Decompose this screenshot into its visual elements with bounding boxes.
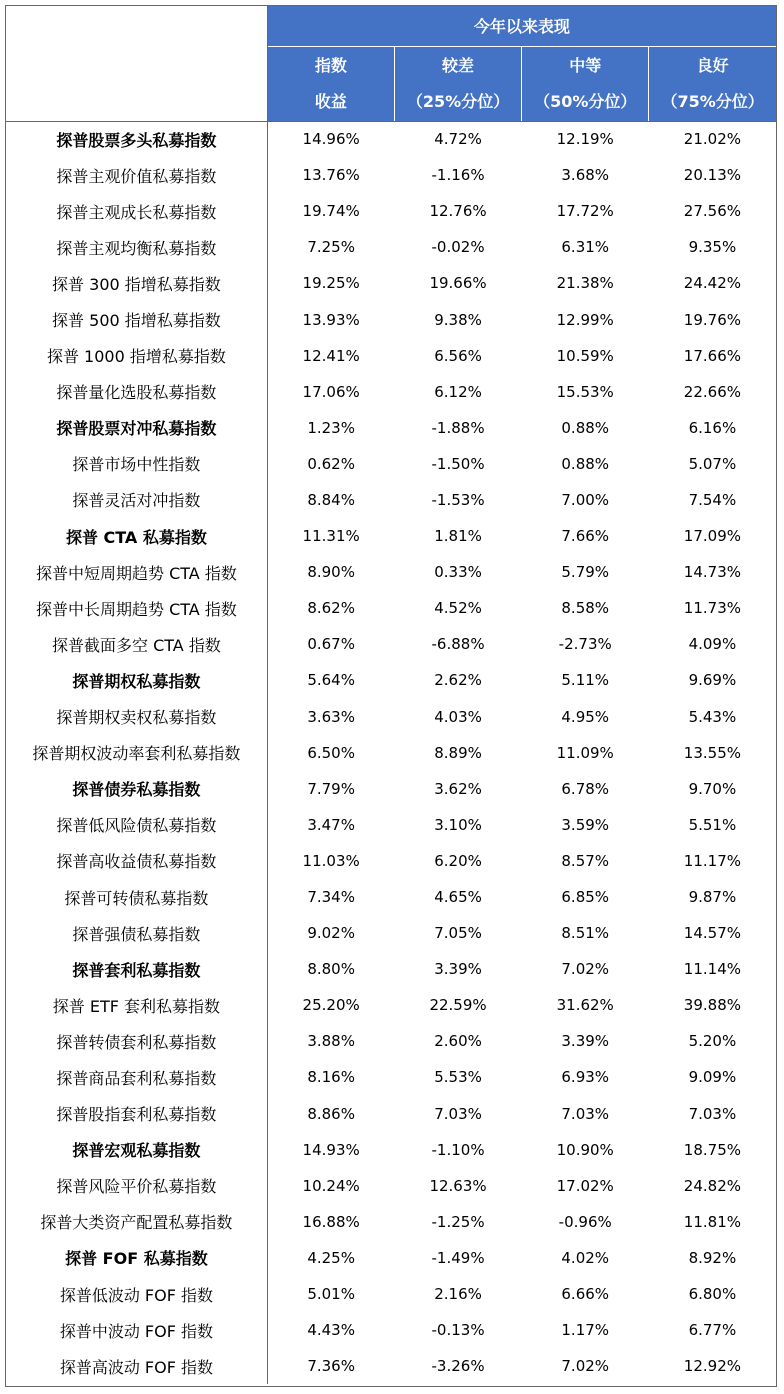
index-name-cell: 探普期权私募指数 [6, 662, 267, 698]
index-return-cell: 19.74% [302, 202, 360, 221]
column-header-index-return [267, 46, 394, 121]
table-row [6, 193, 776, 229]
performance-table [6, 6, 776, 1384]
good-quantile-cell: 11.73% [683, 599, 741, 618]
good-quantile-cell: 6.16% [688, 418, 737, 437]
index-name-cell: 探普市场中性指数 [6, 446, 267, 482]
good-quantile-cell: 22.66% [683, 382, 741, 401]
poor-quantile-cell: -1.25% [431, 1212, 485, 1231]
medium-quantile-cell: 5.11% [561, 671, 610, 690]
medium-quantile-cell: 6.93% [561, 1068, 610, 1087]
table-row [6, 410, 776, 446]
index-return-cell: 0.67% [307, 635, 355, 654]
table-row [6, 1168, 776, 1204]
index-return-cell: 5.01% [307, 1285, 355, 1304]
header-corner-cell [6, 6, 267, 121]
index-return-cell: 8.84% [307, 490, 355, 509]
table-row [6, 1312, 776, 1348]
index-return-cell: 1.23% [307, 418, 355, 437]
good-quantile-cell: 21.02% [683, 130, 741, 149]
table-row [6, 121, 776, 157]
index-name-cell: 探普宏观私募指数 [6, 1132, 267, 1168]
index-return-cell: 9.02% [307, 924, 355, 943]
table-row [6, 987, 776, 1023]
index-name-cell: 探普中波动 FOF 指数 [6, 1312, 267, 1348]
index-return-cell: 19.25% [302, 274, 360, 293]
index-return-cell: 8.62% [307, 599, 355, 618]
good-quantile-cell: 9.87% [688, 888, 737, 907]
poor-quantile-cell: 8.89% [434, 743, 482, 762]
good-quantile-cell: 39.88% [683, 996, 741, 1015]
table-row [6, 446, 776, 482]
index-name-cell: 探普股指套利私募指数 [6, 1096, 267, 1132]
medium-quantile-cell: 4.02% [561, 1248, 610, 1267]
poor-quantile-cell: 19.66% [429, 274, 487, 293]
poor-quantile-cell: 1.81% [434, 527, 482, 546]
medium-quantile-cell: 8.57% [561, 851, 610, 870]
poor-quantile-cell: 2.16% [434, 1285, 482, 1304]
medium-quantile-cell: 10.59% [556, 346, 614, 365]
header-group-row [6, 6, 776, 46]
poor-quantile-cell: 6.20% [434, 851, 482, 870]
table-row [6, 915, 776, 951]
medium-quantile-cell: -2.73% [558, 635, 612, 654]
index-name-cell: 探普风险平价私募指数 [6, 1168, 267, 1204]
poor-quantile-cell: 2.62% [434, 671, 482, 690]
medium-quantile-cell: -0.96% [558, 1212, 612, 1231]
good-quantile-cell: 24.82% [683, 1176, 741, 1195]
medium-quantile-cell: 31.62% [556, 996, 614, 1015]
index-name-cell: 探普灵活对冲指数 [6, 482, 267, 518]
table-row [6, 1204, 776, 1240]
poor-quantile-cell: 12.63% [429, 1176, 487, 1195]
index-name-cell: 探普截面多空 CTA 指数 [6, 626, 267, 662]
medium-quantile-cell: 3.59% [561, 815, 610, 834]
good-quantile-cell: 5.51% [688, 815, 737, 834]
poor-quantile-cell: 4.65% [434, 888, 482, 907]
medium-quantile-cell: 11.09% [556, 743, 614, 762]
index-name-cell: 探普强债私募指数 [6, 915, 267, 951]
poor-quantile-cell: -0.13% [431, 1321, 485, 1340]
index-return-cell: 6.50% [307, 743, 355, 762]
medium-quantile-cell: 0.88% [561, 454, 610, 473]
poor-quantile-cell: 2.60% [434, 1032, 482, 1051]
table-row [6, 590, 776, 626]
index-return-cell: 4.43% [307, 1321, 355, 1340]
table-row [6, 1096, 776, 1132]
index-name-cell: 探普主观价值私募指数 [6, 157, 267, 193]
index-return-cell: 0.62% [307, 454, 355, 473]
index-return-cell: 8.86% [307, 1104, 355, 1123]
medium-quantile-cell: 7.02% [561, 1357, 610, 1376]
index-return-cell: 13.93% [302, 310, 360, 329]
table-row [6, 699, 776, 735]
good-quantile-cell: 14.57% [683, 924, 741, 943]
medium-quantile-cell: 8.58% [561, 599, 610, 618]
index-name-cell: 探普 ETF 套利私募指数 [6, 987, 267, 1023]
good-quantile-cell: 11.81% [683, 1212, 741, 1231]
medium-quantile-cell: 17.02% [556, 1176, 614, 1195]
header-group-title: 今年以来表现 [267, 6, 776, 46]
good-quantile-cell: 17.09% [683, 527, 741, 546]
index-return-cell: 11.03% [302, 851, 360, 870]
good-quantile-cell: 5.20% [688, 1032, 737, 1051]
index-return-cell: 14.96% [302, 130, 360, 149]
table-row [6, 662, 776, 698]
good-quantile-cell: 13.55% [683, 743, 741, 762]
index-return-cell: 25.20% [302, 996, 360, 1015]
index-name-cell: 探普中短周期趋势 CTA 指数 [6, 554, 267, 590]
good-quantile-cell: 17.66% [683, 346, 741, 365]
index-name-cell: 探普债券私募指数 [6, 771, 267, 807]
medium-quantile-cell: 8.51% [561, 924, 610, 943]
index-name-cell: 探普套利私募指数 [6, 951, 267, 987]
column-header-line2: （50%分位） [534, 91, 637, 111]
poor-quantile-cell: -1.16% [431, 166, 485, 185]
good-quantile-cell: 8.92% [688, 1248, 737, 1267]
index-name-cell: 探普高波动 FOF 指数 [6, 1348, 267, 1384]
poor-quantile-cell: 7.03% [434, 1104, 482, 1123]
index-return-cell: 8.90% [307, 563, 355, 582]
poor-quantile-cell: 4.72% [434, 130, 482, 149]
good-quantile-cell: 24.42% [683, 274, 741, 293]
index-name-cell: 探普股票对冲私募指数 [6, 410, 267, 446]
medium-quantile-cell: 21.38% [556, 274, 614, 293]
column-header-line1: 指数 [314, 55, 347, 75]
index-return-cell: 5.64% [307, 671, 355, 690]
medium-quantile-cell: 15.53% [556, 382, 614, 401]
table-row [6, 807, 776, 843]
table-row [6, 554, 776, 590]
index-return-cell: 16.88% [302, 1212, 360, 1231]
index-return-cell: 7.79% [307, 779, 355, 798]
medium-quantile-cell: 7.02% [561, 960, 610, 979]
index-return-cell: 12.41% [302, 346, 360, 365]
index-return-cell: 4.25% [307, 1248, 355, 1267]
table-row [6, 482, 776, 518]
good-quantile-cell: 14.73% [683, 563, 741, 582]
good-quantile-cell: 5.43% [688, 707, 737, 726]
medium-quantile-cell: 6.78% [561, 779, 610, 798]
medium-quantile-cell: 6.31% [561, 238, 610, 257]
column-header-line1: 良好 [696, 55, 729, 75]
good-quantile-cell: 5.07% [688, 454, 737, 473]
poor-quantile-cell: -1.88% [431, 418, 485, 437]
table-row [6, 518, 776, 554]
index-return-cell: 11.31% [302, 527, 360, 546]
poor-quantile-cell: -1.53% [431, 490, 485, 509]
table-row [6, 735, 776, 771]
medium-quantile-cell: 12.19% [556, 130, 614, 149]
table-row [6, 157, 776, 193]
index-return-cell: 13.76% [302, 166, 360, 185]
good-quantile-cell: 27.56% [683, 202, 741, 221]
table-row [6, 1132, 776, 1168]
index-name-cell: 探普大类资产配置私募指数 [6, 1204, 267, 1240]
performance-table-frame [5, 5, 777, 1387]
poor-quantile-cell: 22.59% [429, 996, 487, 1015]
medium-quantile-cell: 0.88% [561, 418, 610, 437]
good-quantile-cell: 6.80% [688, 1285, 737, 1304]
medium-quantile-cell: 7.00% [561, 490, 610, 509]
poor-quantile-cell: 7.05% [434, 924, 482, 943]
table-row [6, 1348, 776, 1384]
table-row [6, 229, 776, 265]
poor-quantile-cell: -1.10% [431, 1140, 485, 1159]
table-row [6, 1276, 776, 1312]
good-quantile-cell: 9.70% [688, 779, 737, 798]
index-return-cell: 7.34% [307, 888, 355, 907]
index-name-cell: 探普 300 指增私募指数 [6, 265, 267, 301]
index-name-cell: 探普 1000 指增私募指数 [6, 338, 267, 374]
medium-quantile-cell: 1.17% [561, 1321, 610, 1340]
index-return-cell: 17.06% [302, 382, 360, 401]
index-return-cell: 3.63% [307, 707, 355, 726]
poor-quantile-cell: -6.88% [431, 635, 485, 654]
index-return-cell: 8.16% [307, 1068, 355, 1087]
column-header-poor [394, 46, 521, 121]
medium-quantile-cell: 12.99% [556, 310, 614, 329]
table-row [6, 374, 776, 410]
column-header-line2: （75%分位） [661, 91, 764, 111]
poor-quantile-cell: 5.53% [434, 1068, 482, 1087]
poor-quantile-cell: 6.56% [434, 346, 482, 365]
poor-quantile-cell: -1.50% [431, 454, 485, 473]
table-row [6, 1059, 776, 1095]
index-return-cell: 10.24% [302, 1176, 360, 1195]
table-row [6, 338, 776, 374]
good-quantile-cell: 20.13% [683, 166, 741, 185]
table-row [6, 951, 776, 987]
index-name-cell: 探普主观均衡私募指数 [6, 229, 267, 265]
index-return-cell: 7.25% [307, 238, 355, 257]
good-quantile-cell: 12.92% [683, 1357, 741, 1376]
good-quantile-cell: 9.09% [688, 1068, 737, 1087]
table-row [6, 301, 776, 337]
medium-quantile-cell: 4.95% [561, 707, 610, 726]
index-name-cell: 探普低风险债私募指数 [6, 807, 267, 843]
index-name-cell: 探普低波动 FOF 指数 [6, 1276, 267, 1312]
index-name-cell: 探普量化选股私募指数 [6, 374, 267, 410]
good-quantile-cell: 7.03% [688, 1104, 737, 1123]
index-name-cell: 探普 CTA 私募指数 [6, 518, 267, 554]
index-name-cell: 探普可转债私募指数 [6, 879, 267, 915]
good-quantile-cell: 9.35% [688, 238, 737, 257]
index-return-cell: 7.36% [307, 1357, 355, 1376]
good-quantile-cell: 11.14% [683, 960, 741, 979]
poor-quantile-cell: -3.26% [431, 1357, 485, 1376]
medium-quantile-cell: 3.68% [561, 166, 610, 185]
good-quantile-cell: 7.54% [688, 490, 737, 509]
poor-quantile-cell: 12.76% [429, 202, 487, 221]
table-row [6, 879, 776, 915]
medium-quantile-cell: 7.03% [561, 1104, 610, 1123]
column-header-line2: （25%分位） [406, 91, 510, 111]
table-row [6, 843, 776, 879]
good-quantile-cell: 9.69% [688, 671, 737, 690]
index-return-cell: 3.47% [307, 815, 355, 834]
poor-quantile-cell: 0.33% [434, 563, 482, 582]
column-header-line1: 较差 [442, 55, 475, 75]
table-row [6, 626, 776, 662]
medium-quantile-cell: 10.90% [556, 1140, 614, 1159]
index-name-cell: 探普股票多头私募指数 [6, 121, 267, 157]
poor-quantile-cell: -0.02% [431, 238, 485, 257]
good-quantile-cell: 4.09% [688, 635, 737, 654]
index-name-cell: 探普期权波动率套利私募指数 [6, 735, 267, 771]
table-body [6, 121, 776, 1384]
table-row [6, 1240, 776, 1276]
index-name-cell: 探普中长周期趋势 CTA 指数 [6, 590, 267, 626]
good-quantile-cell: 19.76% [683, 310, 741, 329]
index-name-cell: 探普 500 指增私募指数 [6, 301, 267, 337]
medium-quantile-cell: 6.66% [561, 1285, 610, 1304]
index-name-cell: 探普 FOF 私募指数 [6, 1240, 267, 1276]
medium-quantile-cell: 3.39% [561, 1032, 610, 1051]
poor-quantile-cell: 6.12% [434, 382, 482, 401]
good-quantile-cell: 18.75% [683, 1140, 741, 1159]
poor-quantile-cell: 9.38% [434, 310, 482, 329]
index-name-cell: 探普商品套利私募指数 [6, 1059, 267, 1095]
good-quantile-cell: 11.17% [683, 851, 741, 870]
medium-quantile-cell: 6.85% [561, 888, 610, 907]
index-return-cell: 8.80% [307, 960, 355, 979]
index-name-cell: 探普主观成长私募指数 [6, 193, 267, 229]
index-return-cell: 3.88% [307, 1032, 355, 1051]
column-header-line1: 中等 [569, 55, 602, 75]
good-quantile-cell: 6.77% [688, 1321, 737, 1340]
table-row [6, 771, 776, 807]
index-name-cell: 探普高收益债私募指数 [6, 843, 267, 879]
poor-quantile-cell: 3.62% [434, 779, 482, 798]
index-name-cell: 探普期权卖权私募指数 [6, 699, 267, 735]
medium-quantile-cell: 7.66% [561, 527, 610, 546]
poor-quantile-cell: 3.39% [434, 960, 482, 979]
column-header-medium [522, 46, 649, 121]
table-row [6, 265, 776, 301]
index-name-cell: 探普转债套利私募指数 [6, 1023, 267, 1059]
column-header-line2: 收益 [314, 91, 347, 111]
table-row [6, 1023, 776, 1059]
poor-quantile-cell: -1.49% [431, 1248, 485, 1267]
poor-quantile-cell: 4.52% [434, 599, 482, 618]
poor-quantile-cell: 3.10% [434, 815, 482, 834]
index-return-cell: 14.93% [302, 1140, 360, 1159]
medium-quantile-cell: 5.79% [561, 563, 610, 582]
poor-quantile-cell: 4.03% [434, 707, 482, 726]
column-header-good [649, 46, 776, 121]
medium-quantile-cell: 17.72% [556, 202, 614, 221]
